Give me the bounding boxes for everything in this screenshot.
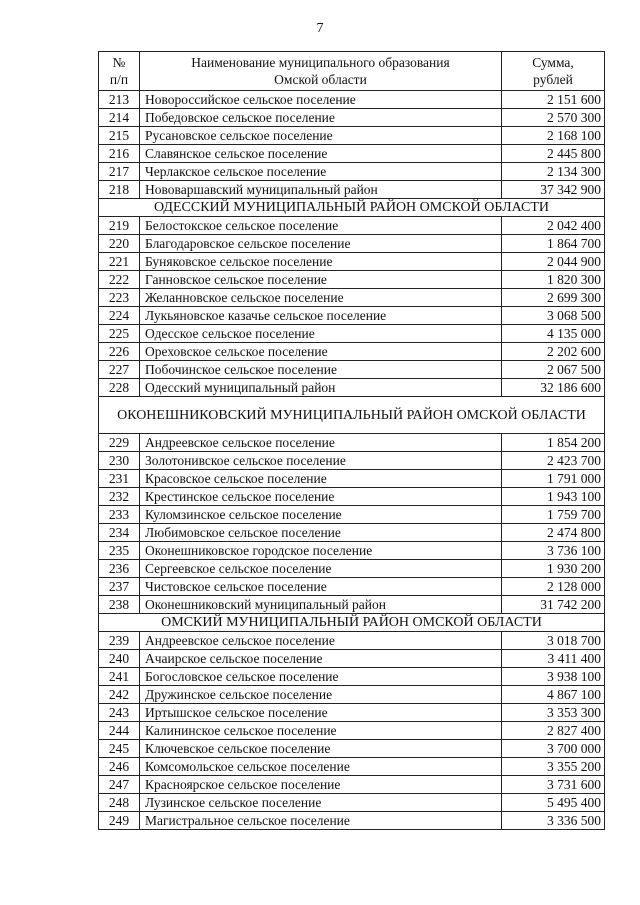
row-number: 244	[99, 722, 140, 740]
row-sum: 2 044 900	[502, 253, 605, 271]
row-number: 215	[99, 127, 140, 145]
row-sum: 2 067 500	[502, 361, 605, 379]
row-number: 239	[99, 632, 140, 650]
region-title: ОДЕССКИЙ МУНИЦИПАЛЬНЫЙ РАЙОН ОМСКОЙ ОБЛАСТИ	[99, 199, 605, 217]
region-title: ОМСКИЙ МУНИЦИПАЛЬНЫЙ РАЙОН ОМСКОЙ ОБЛАСТИ	[99, 614, 605, 632]
table-row	[99, 542, 605, 560]
row-number: 245	[99, 740, 140, 758]
row-number: 233	[99, 506, 140, 524]
row-name: Ганновское сельское поселение	[140, 271, 502, 289]
row-name: Буняковское сельское поселение	[140, 253, 502, 271]
row-sum: 3 700 000	[502, 740, 605, 758]
table-row	[99, 163, 605, 181]
row-sum: 1 864 700	[502, 235, 605, 253]
table-row	[99, 560, 605, 578]
table-row	[99, 632, 605, 650]
table-row	[99, 794, 605, 812]
table-row	[99, 758, 605, 776]
row-name: Желанновское сельское поселение	[140, 289, 502, 307]
table-row	[99, 271, 605, 289]
table-row	[99, 596, 605, 614]
row-name: Белостокское сельское поселение	[140, 217, 502, 235]
row-sum: 1 791 000	[502, 470, 605, 488]
row-name: Побочинское сельское поселение	[140, 361, 502, 379]
table-header-row	[99, 52, 605, 91]
row-name: Калининское сельское поселение	[140, 722, 502, 740]
row-sum: 3 018 700	[502, 632, 605, 650]
region-header-row	[99, 397, 605, 434]
row-number: 240	[99, 650, 140, 668]
row-number: 241	[99, 668, 140, 686]
row-number: 234	[99, 524, 140, 542]
row-name: Комсомольское сельское поселение	[140, 758, 502, 776]
row-number: 235	[99, 542, 140, 560]
table-row	[99, 434, 605, 452]
table-row	[99, 217, 605, 235]
row-sum: 31 742 200	[502, 596, 605, 614]
header-sum-line2: рублей	[533, 72, 573, 87]
row-number: 221	[99, 253, 140, 271]
row-number: 213	[99, 91, 140, 109]
header-name	[140, 52, 502, 91]
row-sum: 1 820 300	[502, 271, 605, 289]
row-number: 218	[99, 181, 140, 199]
row-name: Золотонивское сельское поселение	[140, 452, 502, 470]
row-sum: 3 353 300	[502, 704, 605, 722]
row-number: 220	[99, 235, 140, 253]
header-name-line1: Наименование муниципального образования	[191, 55, 450, 70]
row-number: 214	[99, 109, 140, 127]
row-name: Оконешниковское городское поселение	[140, 542, 502, 560]
row-name: Славянское сельское поселение	[140, 145, 502, 163]
row-sum: 2 134 300	[502, 163, 605, 181]
row-number: 225	[99, 325, 140, 343]
row-number: 222	[99, 271, 140, 289]
row-name: Черлакское сельское поселение	[140, 163, 502, 181]
row-number: 248	[99, 794, 140, 812]
row-number: 230	[99, 452, 140, 470]
table-row	[99, 776, 605, 794]
row-number: 237	[99, 578, 140, 596]
row-number: 247	[99, 776, 140, 794]
table-row	[99, 307, 605, 325]
row-number: 242	[99, 686, 140, 704]
row-sum: 2 202 600	[502, 343, 605, 361]
table-row	[99, 506, 605, 524]
table-row	[99, 812, 605, 830]
row-sum: 2 151 600	[502, 91, 605, 109]
row-sum: 1 854 200	[502, 434, 605, 452]
row-number: 249	[99, 812, 140, 830]
row-sum: 2 042 400	[502, 217, 605, 235]
row-number: 232	[99, 488, 140, 506]
header-sum-line1: Сумма,	[532, 55, 574, 70]
header-number-line2: п/п	[109, 72, 129, 87]
row-name: Ачаирское сельское поселение	[140, 650, 502, 668]
table-row	[99, 686, 605, 704]
row-name: Иртышское сельское поселение	[140, 704, 502, 722]
row-number: 227	[99, 361, 140, 379]
row-sum: 5 495 400	[502, 794, 605, 812]
row-sum: 1 759 700	[502, 506, 605, 524]
row-name: Ключевское сельское поселение	[140, 740, 502, 758]
row-sum: 2 699 300	[502, 289, 605, 307]
header-number	[99, 52, 140, 91]
row-sum: 2 474 800	[502, 524, 605, 542]
table-row	[99, 127, 605, 145]
table-row	[99, 253, 605, 271]
row-sum: 32 186 600	[502, 379, 605, 397]
row-name: Одесский муниципальный район	[140, 379, 502, 397]
row-sum: 1 943 100	[502, 488, 605, 506]
row-sum: 2 570 300	[502, 109, 605, 127]
row-name: Нововаршавский муниципальный район	[140, 181, 502, 199]
row-name: Лузинское сельское поселение	[140, 794, 502, 812]
table-row	[99, 325, 605, 343]
row-sum: 4 135 000	[502, 325, 605, 343]
row-number: 246	[99, 758, 140, 776]
row-name: Красовское сельское поселение	[140, 470, 502, 488]
row-name: Магистральное сельское поселение	[140, 812, 502, 830]
row-number: 219	[99, 217, 140, 235]
row-name: Красноярское сельское поселение	[140, 776, 502, 794]
row-name: Андреевское сельское поселение	[140, 632, 502, 650]
region-header-row	[99, 199, 605, 217]
row-name: Лукьяновское казачье сельское поселение	[140, 307, 502, 325]
table-row	[99, 650, 605, 668]
table-row	[99, 289, 605, 307]
header-number-line1: №	[112, 55, 126, 70]
row-sum: 1 930 200	[502, 560, 605, 578]
table-row	[99, 343, 605, 361]
row-number: 226	[99, 343, 140, 361]
region-header-row	[99, 614, 605, 632]
table-row	[99, 361, 605, 379]
table-row	[99, 668, 605, 686]
row-number: 224	[99, 307, 140, 325]
row-sum: 2 423 700	[502, 452, 605, 470]
row-name: Ореховское сельское поселение	[140, 343, 502, 361]
table-row	[99, 740, 605, 758]
header-sum	[502, 52, 605, 91]
row-number: 231	[99, 470, 140, 488]
table-row	[99, 145, 605, 163]
row-number: 216	[99, 145, 140, 163]
row-name: Чистовское сельское поселение	[140, 578, 502, 596]
table-row	[99, 524, 605, 542]
row-name: Дружинское сельское поселение	[140, 686, 502, 704]
row-name: Андреевское сельское поселение	[140, 434, 502, 452]
row-number: 238	[99, 596, 140, 614]
table-row	[99, 704, 605, 722]
row-sum: 2 445 800	[502, 145, 605, 163]
table-body	[99, 91, 605, 830]
row-name: Благодаровское сельское поселение	[140, 235, 502, 253]
row-sum: 3 068 500	[502, 307, 605, 325]
row-number: 217	[99, 163, 140, 181]
row-sum: 2 128 000	[502, 578, 605, 596]
row-name: Победовское сельское поселение	[140, 109, 502, 127]
row-number: 236	[99, 560, 140, 578]
table-row	[99, 109, 605, 127]
table-row	[99, 379, 605, 397]
header-name-line2: Омской области	[274, 72, 367, 87]
row-name: Куломзинское сельское поселение	[140, 506, 502, 524]
page-number: 7	[316, 21, 324, 36]
row-name: Русановское сельское поселение	[140, 127, 502, 145]
row-name: Богословское сельское поселение	[140, 668, 502, 686]
row-sum: 3 411 400	[502, 650, 605, 668]
row-sum: 3 336 500	[502, 812, 605, 830]
row-sum: 2 168 100	[502, 127, 605, 145]
table-row	[99, 91, 605, 109]
table-row	[99, 235, 605, 253]
row-number: 243	[99, 704, 140, 722]
row-number: 229	[99, 434, 140, 452]
row-name: Крестинское сельское поселение	[140, 488, 502, 506]
row-number: 228	[99, 379, 140, 397]
row-sum: 3 736 100	[502, 542, 605, 560]
table-row	[99, 452, 605, 470]
row-name: Сергеевское сельское поселение	[140, 560, 502, 578]
row-name: Любимовское сельское поселение	[140, 524, 502, 542]
row-name: Оконешниковский муниципальный район	[140, 596, 502, 614]
row-sum: 2 827 400	[502, 722, 605, 740]
table-row	[99, 578, 605, 596]
table-row	[99, 488, 605, 506]
row-name: Новороссийское сельское поселение	[140, 91, 502, 109]
allocation-table	[98, 51, 605, 830]
row-sum: 37 342 900	[502, 181, 605, 199]
row-name: Одесское сельское поселение	[140, 325, 502, 343]
table-row	[99, 470, 605, 488]
row-sum: 4 867 100	[502, 686, 605, 704]
table-row	[99, 722, 605, 740]
row-number: 223	[99, 289, 140, 307]
row-sum: 3 731 600	[502, 776, 605, 794]
table-row	[99, 181, 605, 199]
row-sum: 3 938 100	[502, 668, 605, 686]
region-title: ОКОНЕШНИКОВСКИЙ МУНИЦИПАЛЬНЫЙ РАЙОН ОМСКОЙ ОБЛАСТИ	[99, 397, 605, 434]
row-sum: 3 355 200	[502, 758, 605, 776]
